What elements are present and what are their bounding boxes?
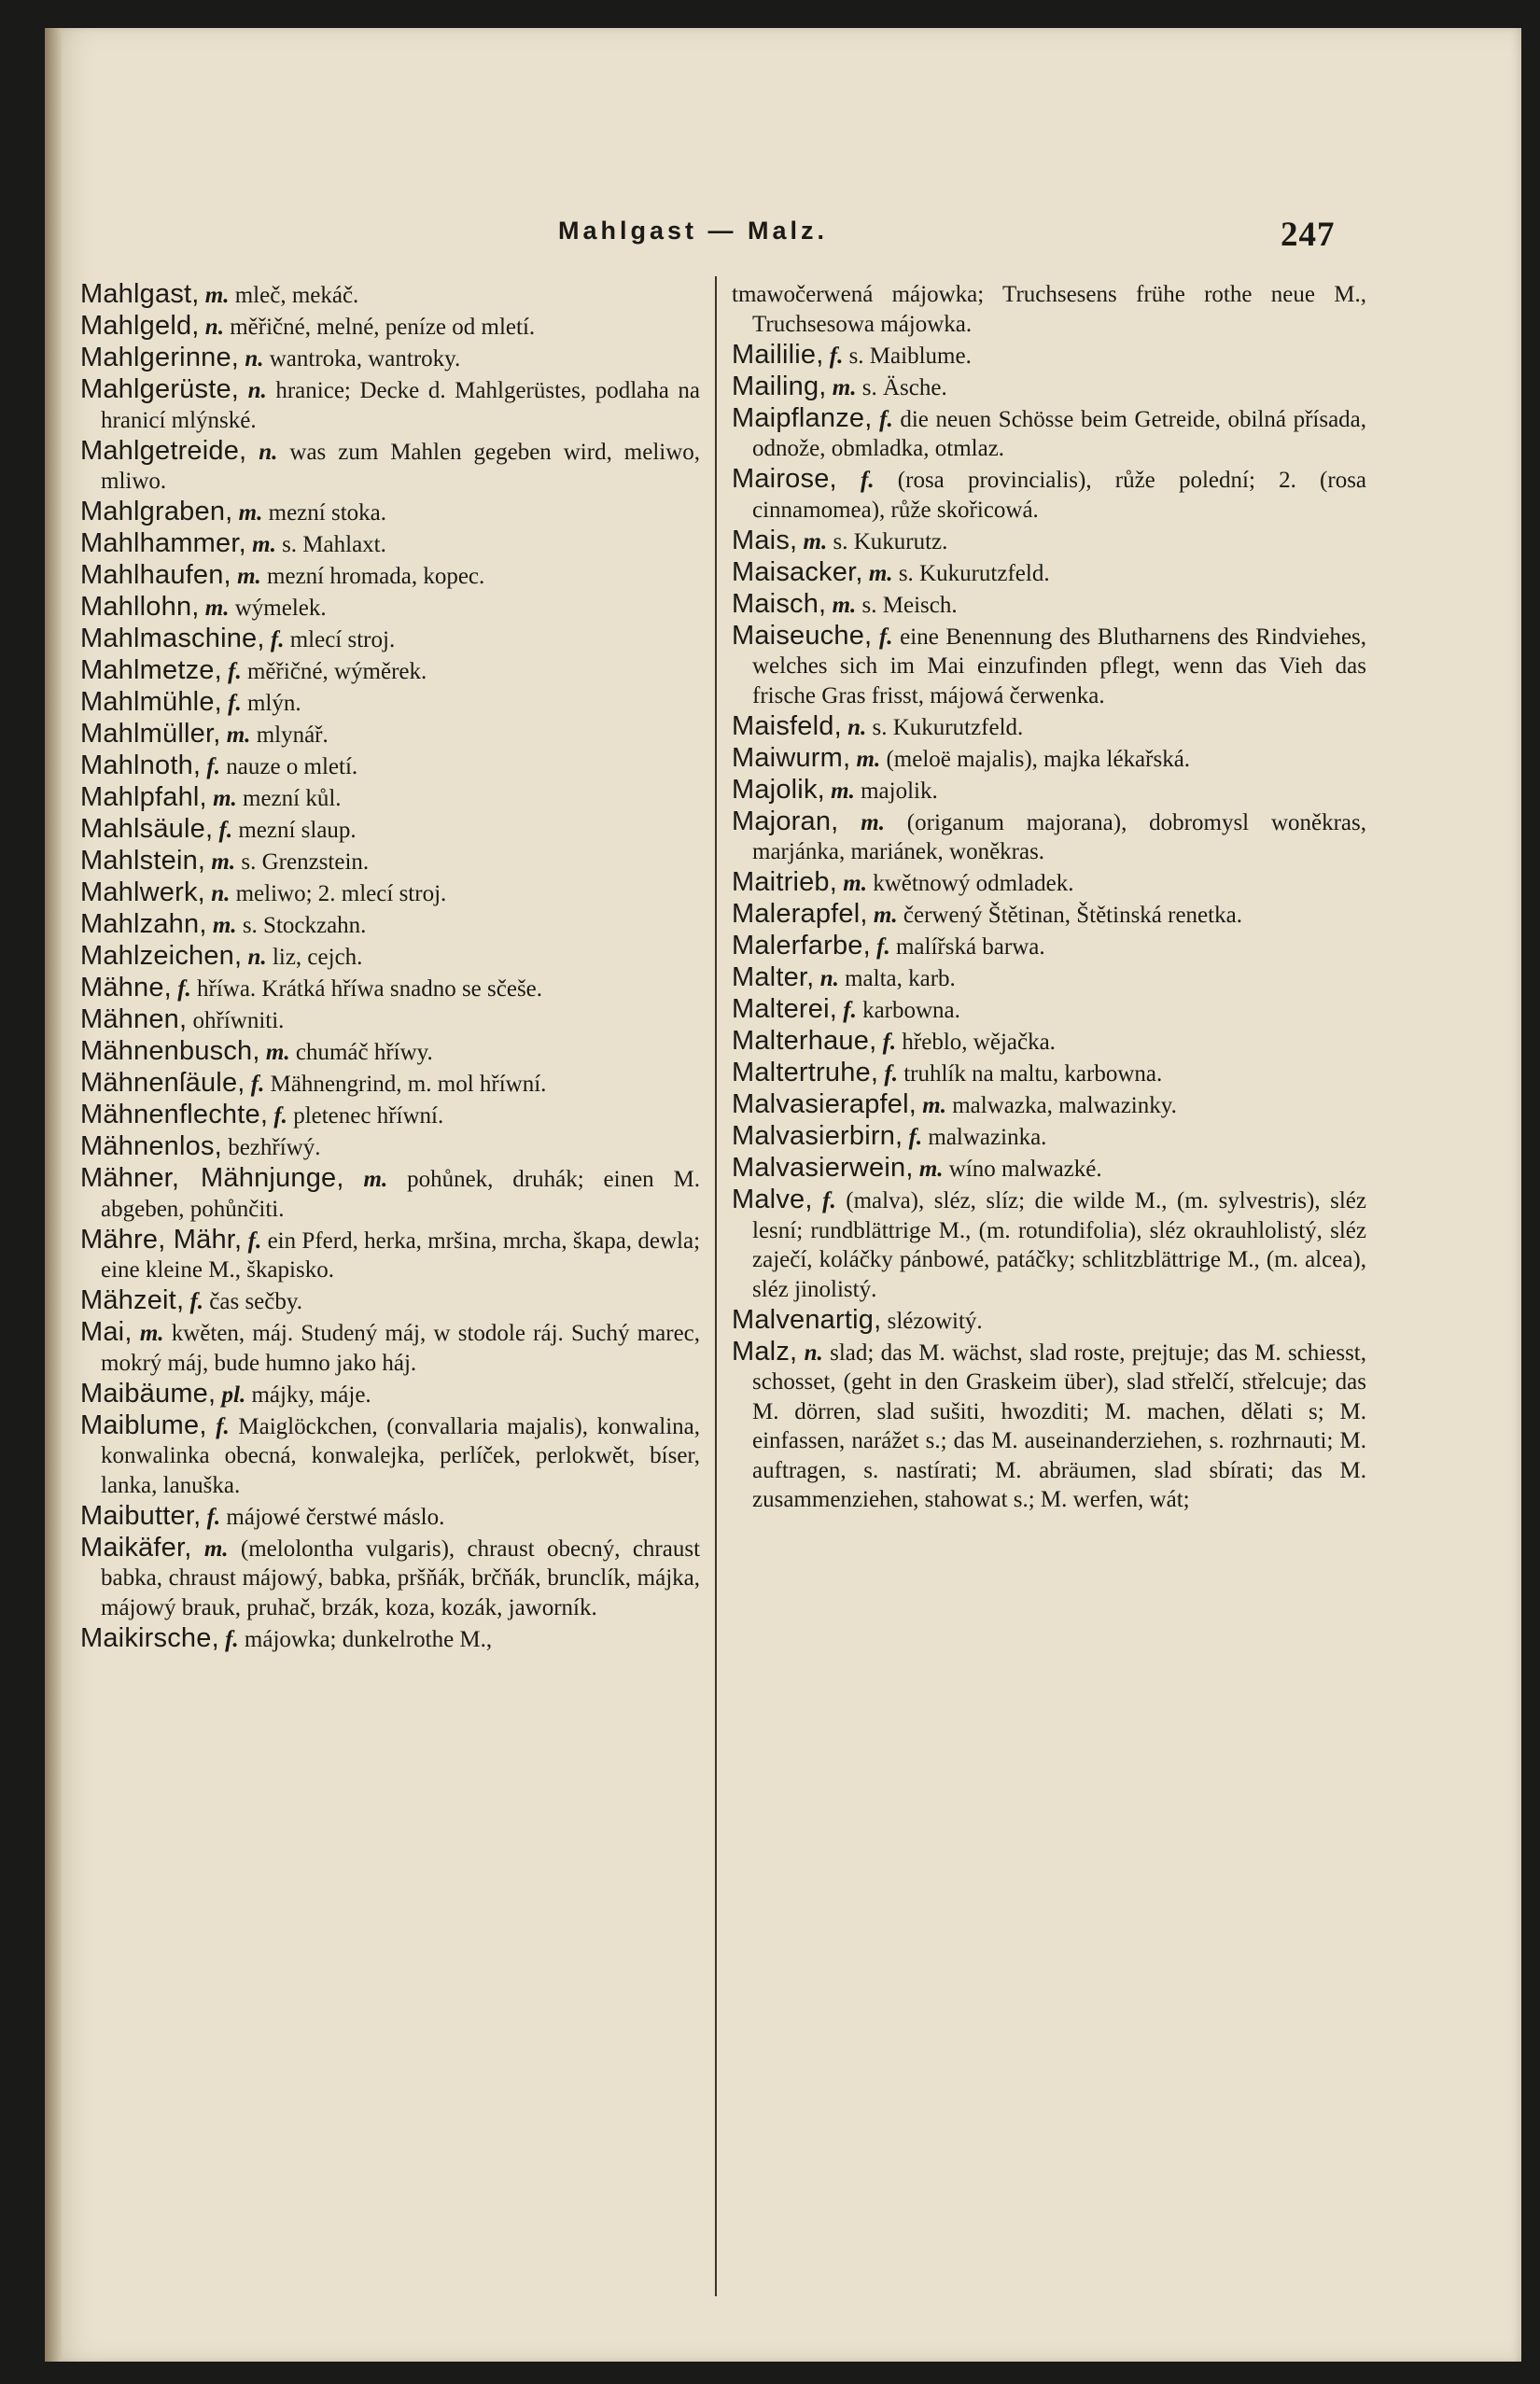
entry-definition: slézowitý. bbox=[887, 1308, 983, 1334]
entry-definition: s. Stockzahn. bbox=[242, 913, 367, 938]
dictionary-entry bbox=[732, 1059, 1366, 1089]
dictionary-entry bbox=[732, 622, 1366, 711]
entry-definition: mezní kůl. bbox=[243, 786, 342, 811]
entry-grammar: f. bbox=[250, 1072, 265, 1097]
dictionary-entry bbox=[80, 593, 700, 624]
entry-definition: kwětnowý odmladek. bbox=[873, 871, 1074, 896]
dictionary-entry bbox=[80, 375, 700, 435]
dictionary-entry bbox=[80, 1226, 700, 1285]
entry-definition: truhlík na maltu, karbowna. bbox=[903, 1061, 1163, 1087]
entry-definition: die neuen Schösse beim Getreide, obilná přísada, odnože, obmladka, otmlaz. bbox=[752, 406, 1367, 461]
dictionary-entry bbox=[732, 1027, 1366, 1058]
dictionary-entry bbox=[732, 963, 1366, 994]
entry-headword: Mahlzahn, bbox=[80, 909, 207, 939]
entry-headword: Mahlhaufen, bbox=[80, 560, 231, 590]
entry-grammar: f. bbox=[884, 1061, 898, 1087]
dictionary-entry bbox=[80, 688, 700, 719]
entry-definition: májowé čerstwé máslo. bbox=[226, 1504, 445, 1530]
entry-definition: meliwo; 2. mlecí stroj. bbox=[235, 881, 447, 906]
entry-headword: Maiblume, bbox=[80, 1409, 207, 1440]
entry-definition: wantroka, wantroky. bbox=[269, 346, 461, 372]
dictionary-entry bbox=[80, 878, 700, 909]
dictionary-entry bbox=[732, 868, 1366, 899]
dictionary-entry bbox=[80, 1132, 700, 1163]
entry-headword: Maililie, bbox=[732, 339, 824, 370]
entry-definition: (rosa provincialis), růže polední; 2. (rosa cinnamomea), růže skořicowá. bbox=[752, 468, 1367, 523]
dictionary-entry bbox=[80, 344, 700, 374]
entry-definition: wýmelek. bbox=[234, 596, 327, 621]
entry-headword: Mahlgast, bbox=[80, 279, 200, 309]
dictionary-entry bbox=[80, 847, 700, 877]
entry-definition: malwazinka. bbox=[928, 1125, 1047, 1150]
dictionary-entry bbox=[80, 1502, 700, 1533]
entry-headword: Mahlstein, bbox=[80, 846, 206, 876]
entry-grammar: f. bbox=[270, 627, 285, 652]
entry-grammar: m. bbox=[363, 1167, 388, 1192]
entry-definition: májky, máje. bbox=[251, 1381, 371, 1408]
entry-grammar: m. bbox=[873, 903, 898, 928]
entry-grammar: n. bbox=[247, 945, 267, 970]
dictionary-entry bbox=[732, 807, 1366, 867]
dictionary-entry bbox=[732, 558, 1366, 589]
entry-headword: Malterhaue, bbox=[732, 1026, 877, 1056]
entry-definition: was zum Mahlen gegeben wird, meliwo, mliwo. bbox=[101, 439, 701, 494]
entry-headword: Maiseuche, bbox=[732, 620, 873, 651]
entry-grammar: m. bbox=[211, 849, 236, 875]
dictionary-entry bbox=[80, 1101, 700, 1131]
entry-headword: Mähnen, bbox=[80, 1004, 188, 1034]
entry-headword: Mailing, bbox=[732, 371, 827, 401]
dictionary-entry bbox=[732, 526, 1366, 557]
entry-grammar: m. bbox=[861, 809, 885, 835]
entry-definition: s. Kukurutzfeld. bbox=[872, 714, 1024, 740]
entry-headword: Mais, bbox=[732, 525, 798, 555]
entry-definition: hranice; Decke d. Mahlgerüstes, podlaha na hranicí mlýnské. bbox=[101, 378, 701, 433]
entry-grammar: f. bbox=[216, 1413, 230, 1439]
entry-definition: (origanum majorana), dobromysl woněkras, marjánka, mariánek, woněkras. bbox=[752, 809, 1366, 864]
entry-headword: Malvasierwein, bbox=[732, 1153, 914, 1183]
entry-headword: Maibäume, bbox=[80, 1378, 217, 1409]
entry-grammar: f. bbox=[206, 754, 220, 779]
entry-definition: mezní slaup. bbox=[238, 818, 357, 843]
entry-definition: s. Grenzstein. bbox=[241, 849, 370, 875]
page-number: 247 bbox=[1281, 216, 1336, 254]
dictionary-entry bbox=[732, 744, 1366, 775]
dictionary-entry bbox=[80, 1164, 700, 1224]
entry-grammar: f. bbox=[218, 818, 233, 843]
dictionary-entry bbox=[80, 1318, 700, 1378]
entry-definition: mlynář. bbox=[256, 722, 329, 748]
entry-headword: Mähzeit, bbox=[80, 1285, 185, 1315]
dictionary-entry bbox=[80, 783, 700, 814]
entry-headword: Mähre, Mähr, bbox=[80, 1224, 243, 1255]
entry-grammar: f. bbox=[829, 343, 844, 369]
entry-definition: malířská barwa. bbox=[895, 934, 1045, 960]
entry-grammar: f. bbox=[228, 659, 242, 684]
entry-grammar: m. bbox=[212, 913, 237, 938]
entry-headword: Mahllohn, bbox=[80, 592, 200, 622]
entry-definition: ohříwniti. bbox=[192, 1008, 285, 1033]
entry-headword: Mahlgetreide, bbox=[80, 435, 247, 466]
column-divider bbox=[715, 276, 717, 2296]
entry-grammar: n. bbox=[211, 881, 231, 906]
entry-grammar: m. bbox=[922, 1093, 946, 1118]
entry-definition: mlecí stroj. bbox=[289, 627, 396, 652]
dictionary-entry bbox=[80, 1624, 700, 1655]
entry-headword: Malterei, bbox=[732, 994, 837, 1024]
dictionary-entry bbox=[80, 280, 700, 311]
entry-definition: pohůnek, druhák; einen M. abgeben, pohůnčiti. bbox=[101, 1167, 701, 1222]
entry-grammar: m. bbox=[204, 596, 230, 621]
entry-definition: wíno malwazké. bbox=[948, 1157, 1102, 1182]
entry-headword: Malter, bbox=[732, 962, 815, 992]
entry-headword: Maisch, bbox=[732, 588, 827, 619]
entry-grammar: m. bbox=[832, 592, 857, 618]
dictionary-entry bbox=[80, 656, 700, 687]
entry-grammar: m. bbox=[139, 1321, 164, 1346]
entry-definition: nauze o mletí. bbox=[226, 754, 358, 779]
entry-definition: s. Kukurutz. bbox=[833, 528, 948, 554]
entry-definition: karbowna. bbox=[862, 998, 960, 1023]
dictionary-entry bbox=[732, 995, 1366, 1026]
book-gutter bbox=[45, 28, 62, 2362]
entry-definition: Maiglöckchen, (convallaria majalis), konwalina, konwalinka obecná, konwalejka, perlíček, perlokwět, bíser, lanka, lanuška. bbox=[101, 1413, 700, 1498]
entry-grammar: m. bbox=[918, 1157, 944, 1182]
entry-grammar: m. bbox=[213, 786, 237, 811]
dictionary-entry bbox=[80, 1411, 700, 1501]
entry-grammar: n. bbox=[247, 378, 267, 403]
dictionary-entry bbox=[732, 1338, 1366, 1515]
entry-grammar: m. bbox=[203, 1536, 229, 1562]
entry-definition: tmawočerwená májowka; Truchsesens frühe rothe neue M., Truchsesowa májowka. bbox=[732, 282, 1366, 337]
entry-grammar: n. bbox=[819, 966, 839, 991]
entry-grammar: f. bbox=[189, 1289, 204, 1314]
entry-headword: Malve, bbox=[732, 1185, 813, 1214]
entry-definition: chumáč hříwy. bbox=[295, 1040, 433, 1065]
entry-headword: Mähnenflechte, bbox=[80, 1100, 269, 1129]
entry-headword: Maltertruhe, bbox=[732, 1058, 879, 1087]
entry-definition: májowka; dunkelrothe M., bbox=[244, 1626, 493, 1652]
entry-headword: Mahlsäule, bbox=[80, 814, 214, 844]
dictionary-entry bbox=[80, 1534, 700, 1623]
dictionary-entry bbox=[732, 372, 1366, 403]
dictionary-entry bbox=[80, 561, 700, 592]
dictionary-entry bbox=[80, 1037, 700, 1068]
page-header bbox=[0, 217, 1540, 254]
entry-headword: Maisfeld, bbox=[732, 710, 842, 741]
dictionary-entry bbox=[80, 974, 700, 1004]
entry-grammar: n. bbox=[245, 346, 264, 372]
entry-headword: Mahlhammer, bbox=[80, 528, 246, 558]
dictionary-entry bbox=[732, 404, 1366, 464]
dictionary-entry bbox=[80, 751, 700, 782]
dictionary-entry bbox=[80, 312, 700, 343]
entry-headword: Mahlnoth, bbox=[80, 750, 202, 780]
dictionary-entry bbox=[80, 624, 700, 655]
entry-headword: Mähne, bbox=[80, 973, 172, 1003]
entry-grammar: pl. bbox=[221, 1381, 246, 1408]
entry-definition: bezhříwý. bbox=[228, 1135, 321, 1160]
entry-headword: Mahlzeichen, bbox=[80, 941, 243, 971]
entry-headword: Mahlgeld, bbox=[80, 311, 200, 341]
entry-definition: s. Mahlaxt. bbox=[282, 532, 386, 557]
entry-headword: Mahlgerüste, bbox=[80, 374, 240, 404]
entry-headword: Mähnenſäule, bbox=[80, 1068, 245, 1098]
entry-grammar: f. bbox=[225, 1626, 239, 1652]
dictionary-entry bbox=[80, 1286, 700, 1317]
entry-headword: Majoran, bbox=[732, 806, 839, 836]
entry-grammar: f. bbox=[822, 1188, 836, 1213]
entry-grammar: f. bbox=[228, 691, 242, 716]
entry-grammar: f. bbox=[879, 406, 893, 432]
entry-definition: s. Maiblume. bbox=[848, 343, 972, 369]
entry-grammar: m. bbox=[238, 500, 263, 526]
entry-headword: Maikirsche, bbox=[80, 1622, 219, 1653]
entry-headword: Mahlwerk, bbox=[80, 877, 205, 907]
entry-grammar: m. bbox=[832, 374, 857, 400]
entry-definition: ein Pferd, herka, mršina, mrcha, škapa, dewla; eine kleine M., škapisko. bbox=[101, 1227, 701, 1283]
entry-grammar: f. bbox=[843, 998, 857, 1023]
entry-headword: Mahlgerinne, bbox=[80, 343, 240, 372]
entry-grammar: f. bbox=[882, 1030, 897, 1055]
entry-headword: Mahlmühle, bbox=[80, 687, 222, 717]
dictionary-entry bbox=[732, 1185, 1366, 1304]
dictionary-entry bbox=[732, 1090, 1366, 1121]
entry-grammar: f. bbox=[861, 468, 875, 493]
entry-grammar: f. bbox=[908, 1125, 923, 1150]
entry-headword: Malvasierbirn, bbox=[732, 1121, 903, 1151]
entry-definition: s. Äsche. bbox=[861, 374, 947, 400]
entry-grammar: f. bbox=[876, 934, 890, 960]
entry-grammar: m. bbox=[843, 871, 867, 896]
dictionary-entry bbox=[732, 1154, 1366, 1185]
entry-definition: liz, cejch. bbox=[272, 945, 363, 970]
dictionary-entry bbox=[80, 437, 700, 497]
entry-headword: Maikäfer, bbox=[80, 1532, 192, 1563]
entry-headword: Mai, bbox=[80, 1317, 133, 1347]
entry-definition: (meloë majalis), majka lékařská. bbox=[886, 746, 1191, 772]
left-column bbox=[80, 280, 700, 1656]
dictionary-entry bbox=[80, 910, 700, 941]
entry-grammar: m. bbox=[204, 283, 230, 308]
entry-headword: Mairose, bbox=[732, 464, 837, 494]
entry-headword: Mähnenbusch, bbox=[80, 1036, 260, 1066]
entry-grammar: m. bbox=[265, 1040, 290, 1065]
dictionary-entry bbox=[732, 776, 1366, 806]
entry-headword: Mähnenlos, bbox=[80, 1131, 222, 1161]
dictionary-entry bbox=[732, 1306, 1366, 1337]
right-column bbox=[732, 280, 1366, 1516]
entry-definition: mezní hromada, kopec. bbox=[267, 564, 485, 589]
dictionary-entry bbox=[80, 529, 700, 560]
entry-definition: čas sečby. bbox=[209, 1289, 303, 1314]
entry-grammar: f. bbox=[247, 1227, 262, 1254]
entry-definition: (melolontha vulgaris), chraust obecný, chraust babka, chraust májowý, babka, pršňák, brčňák, brunclík, májka, májowý brauk, pruhač, brzák, koza, kozák, jaworník. bbox=[101, 1536, 701, 1620]
entry-headword: Mahlmüller, bbox=[80, 719, 221, 749]
dictionary-entry bbox=[80, 942, 700, 973]
entry-headword: Majolik, bbox=[732, 774, 825, 805]
dictionary-entry bbox=[732, 712, 1366, 743]
entry-headword: Mahlgraben, bbox=[80, 497, 233, 526]
entry-grammar: m. bbox=[226, 722, 251, 748]
entry-headword: Malerfarbe, bbox=[732, 931, 871, 961]
dictionary-entry bbox=[80, 1380, 700, 1410]
entry-headword: Malz, bbox=[732, 1336, 798, 1367]
entry-headword: Mahlmetze, bbox=[80, 655, 222, 685]
entry-grammar: n. bbox=[847, 714, 867, 740]
dictionary-entry bbox=[80, 1069, 700, 1100]
entry-definition: malta, karb. bbox=[845, 966, 956, 991]
entry-grammar: m. bbox=[831, 778, 855, 804]
dictionary-entry bbox=[80, 720, 700, 750]
entry-headword: Mahlmaschine, bbox=[80, 624, 265, 653]
dictionary-entry bbox=[732, 280, 1366, 339]
entry-grammar: n. bbox=[204, 315, 224, 340]
entry-grammar: m. bbox=[856, 746, 881, 772]
entry-headword: Mahlpfahl, bbox=[80, 782, 207, 812]
entry-grammar: m. bbox=[252, 532, 276, 557]
entry-headword: Maipflanze, bbox=[732, 402, 873, 433]
dictionary-entry bbox=[732, 465, 1366, 525]
entry-grammar: n. bbox=[259, 439, 278, 465]
dictionary-entry bbox=[732, 341, 1366, 372]
entry-definition: hřeblo, wějačka. bbox=[902, 1030, 1056, 1055]
entry-headword: Malerapfel, bbox=[732, 899, 868, 929]
entry-grammar: f. bbox=[273, 1103, 287, 1129]
entry-definition: malwazka, malwazinky. bbox=[952, 1093, 1177, 1118]
entry-headword: Mähner, Mähnjunge, bbox=[80, 1163, 344, 1193]
entry-definition: mlýn. bbox=[246, 691, 301, 716]
running-title: Mahlgast — Malz. bbox=[558, 217, 829, 245]
dictionary-entry bbox=[732, 900, 1366, 931]
entry-headword: Maiwurm, bbox=[732, 742, 851, 773]
dictionary-entry bbox=[80, 1005, 700, 1036]
entry-definition: pletenec hříwní. bbox=[293, 1103, 444, 1129]
entry-definition: měřičné, melné, peníze od mletí. bbox=[230, 315, 536, 340]
entry-grammar: f. bbox=[177, 976, 191, 1002]
entry-definition: majolik. bbox=[861, 778, 938, 804]
entry-grammar: f. bbox=[878, 624, 893, 650]
entry-headword: Maisacker, bbox=[732, 556, 863, 587]
entry-headword: Malvasierapfel, bbox=[732, 1089, 917, 1119]
dictionary-entry bbox=[80, 498, 700, 528]
entry-grammar: m. bbox=[803, 528, 828, 554]
entry-definition: eine Benennung des Blutharnens des Rindviehes, welches sich im Mai einzufinden pflegt, wenn das Vieh das frische Gras frisst, májowá čerwenka. bbox=[752, 624, 1367, 708]
dictionary-entry bbox=[80, 815, 700, 846]
entry-definition: mleč, mekáč. bbox=[234, 283, 359, 308]
entry-definition: slad; das M. wächst, slad roste, prejtuje; das M. schiesst, schosset, (geht in den Graskeim über), slad střelčí, střelcuje; das M. dörren, slad sušiti, hwozditi; M. machen, dělati s; M. einfassen, narážet s.; das M. auseinanderziehen, s. rozhrnauti; M. auftragen, s. nastírati; M. abräumen, slad sbírati; das M. zusammenziehen, stahowat s.; M. werfen, wát; bbox=[752, 1339, 1366, 1512]
dictionary-entry bbox=[732, 590, 1366, 621]
entry-grammar: f. bbox=[206, 1504, 221, 1530]
entry-grammar: n. bbox=[804, 1339, 823, 1366]
entry-definition: mezní stoka. bbox=[268, 500, 386, 526]
entry-definition: kwěten, máj. Studený máj, w stodole ráj. Suchý marec, mokrý máj, bude humno jako háj. bbox=[101, 1321, 701, 1376]
entry-headword: Maitrieb, bbox=[732, 867, 837, 897]
entry-definition: s. Kukurutzfeld. bbox=[898, 560, 1050, 586]
entry-grammar: m. bbox=[237, 564, 261, 589]
entry-definition: Mähnengrind, m. mol hříwní. bbox=[270, 1072, 547, 1097]
dictionary-entry bbox=[732, 932, 1366, 962]
entry-definition: (malva), sléz, slíz; die wilde M., (m. sylvestris), sléz lesní; rundblättrige M., (m. rotundifolia), sléz okrauhlolistý, sléz zaječí, koláčky pánbowé, patáčky; schlitzblättrige M., (m. alcea), sléz jinolistý. bbox=[752, 1188, 1366, 1302]
entry-definition: s. Meisch. bbox=[861, 592, 958, 618]
entry-definition: měřičné, wýměrek. bbox=[246, 659, 427, 684]
entry-headword: Maibutter, bbox=[80, 1500, 202, 1531]
entry-definition: čerwený Štětinan, Štětinská renetka. bbox=[903, 903, 1242, 928]
dictionary-entry bbox=[732, 1122, 1366, 1153]
entry-grammar: m. bbox=[868, 560, 893, 586]
entry-headword: Malvenartig, bbox=[732, 1304, 882, 1335]
entry-definition: hříwa. Krátká hříwa snadno se sčeše. bbox=[197, 976, 543, 1002]
